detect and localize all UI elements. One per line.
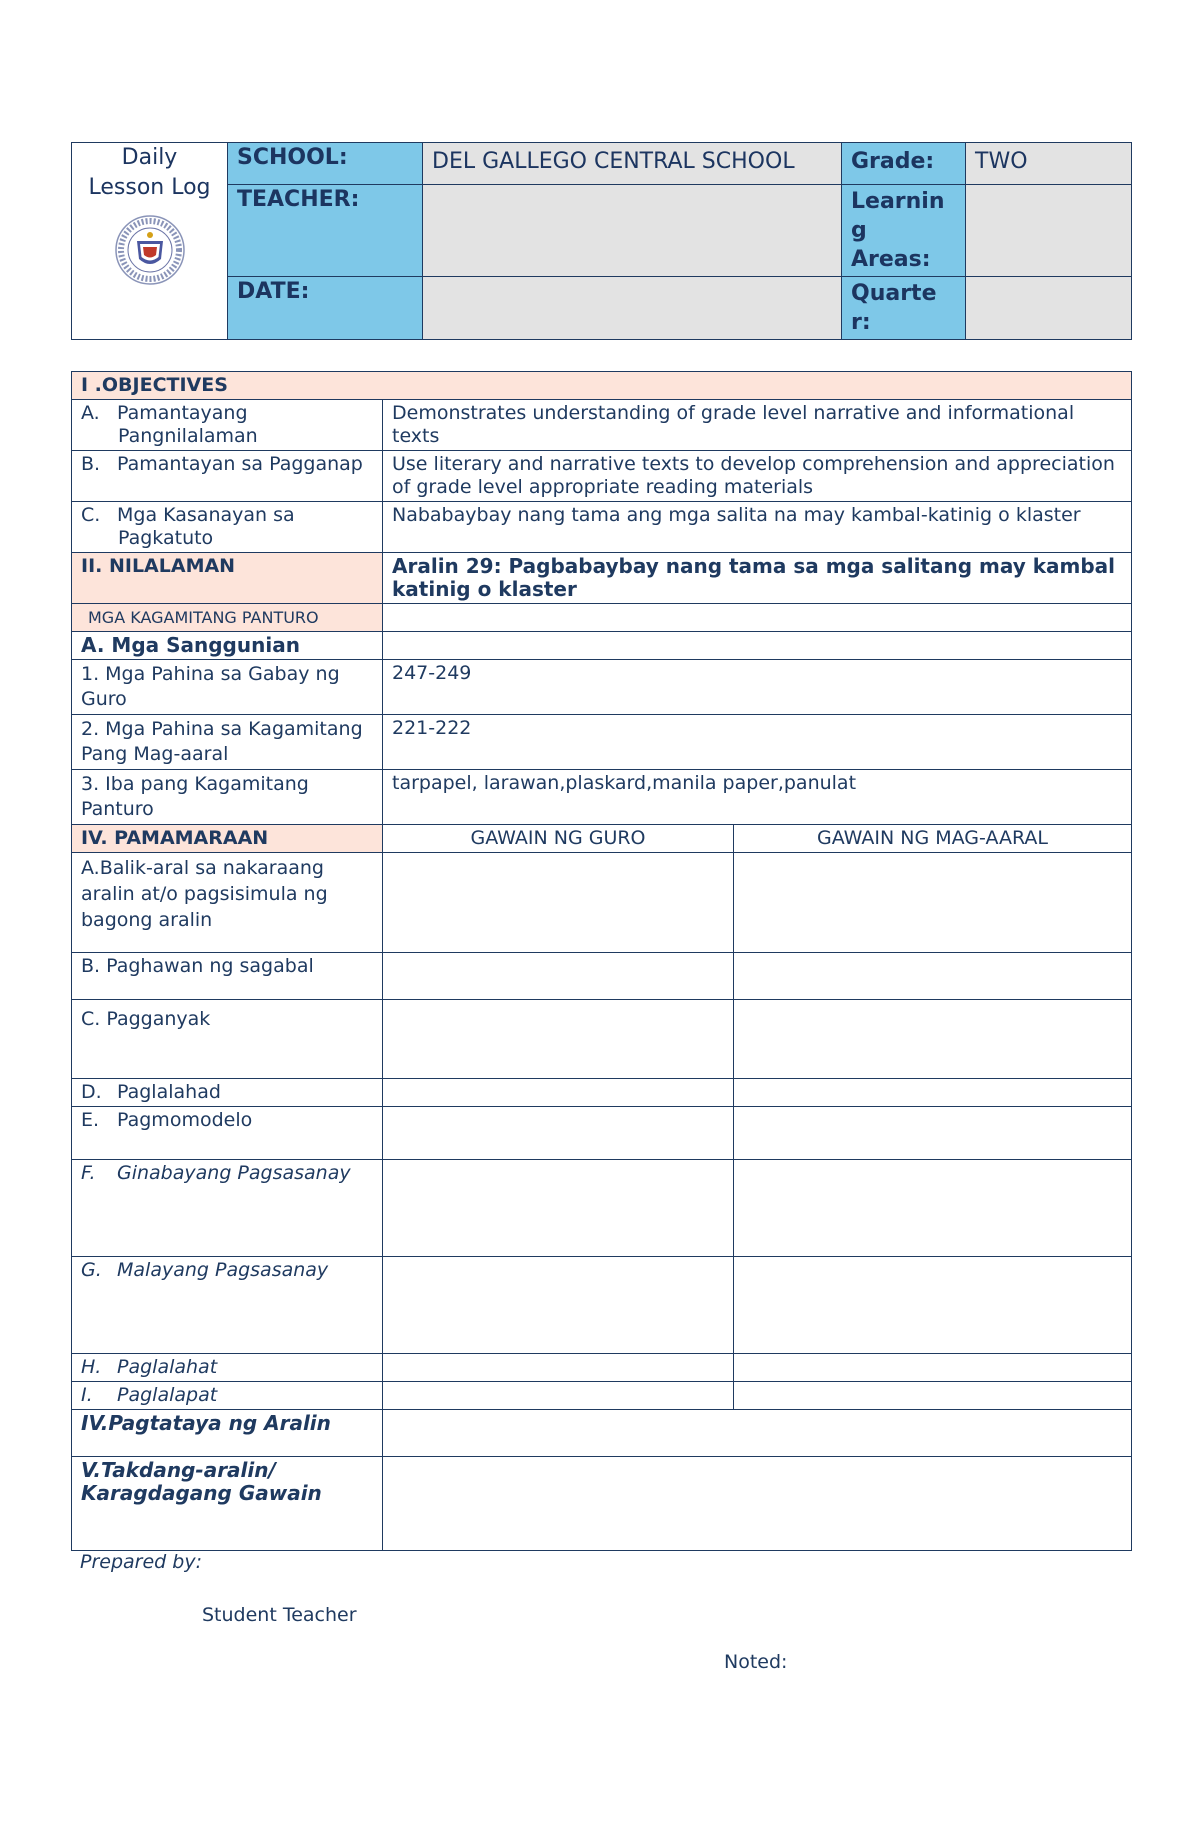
gawain-magaaral-cell[interactable] — [734, 853, 1132, 953]
pamamaraan-row — [72, 1000, 1132, 1079]
pamamaraan-row — [72, 953, 1132, 1000]
pamamaraan-row — [72, 853, 1132, 953]
quarter-label — [842, 277, 966, 340]
gawain-magaaral-header: GAWAIN NG MAG-AARAL — [734, 825, 1132, 853]
kagamitan-heading-row — [72, 604, 1132, 632]
takdang-aralin-row — [72, 1457, 1132, 1551]
objective-letter: C. — [81, 504, 101, 526]
gawain-guro-cell[interactable] — [383, 853, 734, 953]
pamamaraan-letter: H. — [81, 1356, 102, 1378]
sanggunian-row — [72, 632, 1132, 660]
learning-areas-label — [842, 185, 966, 277]
takdang-aralin-label: V.Takdang-aralin/ Karagdagang Gawain — [72, 1457, 383, 1551]
gawain-magaaral-cell[interactable] — [734, 1354, 1132, 1382]
objectives-heading-row — [72, 372, 1132, 400]
sanggunian-heading: A. Mga Sanggunian — [72, 632, 383, 660]
gawain-guro-cell[interactable] — [383, 1079, 734, 1107]
pamamaraan-label-text: Malayang Pagsasanay — [117, 1259, 329, 1281]
pagtataya-label: IV.Pagtataya ng Aralin — [72, 1410, 383, 1457]
date-label: DATE: — [228, 277, 423, 340]
gawain-magaaral-cell[interactable] — [734, 953, 1132, 1000]
pamamaraan-label-text: Pagmomodelo — [117, 1109, 253, 1131]
gawain-magaaral-cell[interactable] — [734, 1382, 1132, 1410]
kagamitan-value[interactable]: 247-249 — [383, 660, 1132, 715]
gawain-guro-cell[interactable] — [383, 1160, 734, 1257]
gawain-magaaral-cell[interactable] — [734, 1000, 1132, 1079]
pamamaraan-label — [72, 1257, 383, 1354]
learning-areas-label-line3: Areas: — [851, 247, 931, 272]
gawain-guro-cell[interactable] — [383, 953, 734, 1000]
pamamaraan-heading-row — [72, 825, 1132, 853]
objective-label-text: Pamantayang Pangnilalaman — [117, 402, 258, 447]
quarter-label-line1: Quarte — [851, 281, 937, 306]
objective-value[interactable]: Use literary and narrative texts to develop comprehension and appreciation of grade level appropriate reading materials — [383, 451, 1132, 502]
gawain-guro-cell[interactable] — [383, 1000, 734, 1079]
objectives-heading: I .OBJECTIVES — [72, 372, 1132, 400]
pamamaraan-label — [72, 1107, 383, 1160]
objective-letter: A. — [81, 402, 100, 424]
objectives-row — [72, 451, 1132, 502]
lesson-table — [71, 371, 1132, 1551]
quarter-label-line2: r: — [851, 310, 871, 335]
teacher-label: TEACHER: — [228, 185, 423, 277]
pamamaraan-label — [72, 1160, 383, 1257]
student-teacher-label: Student Teacher — [202, 1604, 357, 1626]
pamamaraan-label — [72, 1354, 383, 1382]
quarter-value[interactable] — [966, 277, 1132, 340]
takdang-aralin-value[interactable] — [383, 1457, 1132, 1551]
pamamaraan-letter: E. — [81, 1109, 100, 1131]
objective-letter: B. — [81, 453, 101, 475]
lesson-log-title: Lesson Log — [88, 175, 211, 200]
header-title-cell — [72, 143, 228, 340]
nilalaman-row — [72, 553, 1132, 604]
pamamaraan-letter: F. — [81, 1162, 96, 1184]
pagtataya-row — [72, 1410, 1132, 1457]
pamamaraan-row — [72, 1160, 1132, 1257]
kagamitan-row — [72, 660, 1132, 715]
pamamaraan-letter: D. — [81, 1081, 102, 1103]
kagamitan-heading: MGA KAGAMITANG PANTURO — [72, 604, 383, 632]
pamamaraan-row — [72, 1079, 1132, 1107]
school-label: SCHOOL: — [228, 143, 423, 185]
gawain-guro-cell[interactable] — [383, 1354, 734, 1382]
gawain-magaaral-cell[interactable] — [734, 1107, 1132, 1160]
kagamitan-value[interactable]: 221-222 — [383, 715, 1132, 770]
kagamitan-row — [72, 715, 1132, 770]
pamamaraan-row — [72, 1257, 1132, 1354]
gawain-magaaral-cell[interactable] — [734, 1257, 1132, 1354]
gawain-guro-cell[interactable] — [383, 1382, 734, 1410]
kagamitan-value[interactable]: tarpapel, larawan,plaskard,manila paper,panulat — [383, 770, 1132, 825]
pamamaraan-label-text: Paglalahad — [117, 1081, 221, 1103]
kagamitan-label: 2. Mga Pahina sa Kagamitang Pang Mag-aaral — [72, 715, 383, 770]
kagamitan-label: 3. Iba pang Kagamitang Panturo — [72, 770, 383, 825]
sanggunian-value[interactable] — [383, 632, 1132, 660]
pamamaraan-label — [72, 1079, 383, 1107]
pamamaraan-row — [72, 1107, 1132, 1160]
learning-areas-value[interactable] — [966, 185, 1132, 277]
pamamaraan-label: C. Pagganyak — [72, 1000, 383, 1079]
noted-label: Noted: — [724, 1651, 788, 1673]
pamamaraan-label-text: Ginabayang Pagsasanay — [117, 1162, 351, 1184]
pamamaraan-row — [72, 1354, 1132, 1382]
objectives-row — [72, 400, 1132, 451]
pagtataya-value[interactable] — [383, 1410, 1132, 1457]
learning-areas-label-line2: g — [851, 218, 867, 243]
school-value[interactable]: DEL GALLEGO CENTRAL SCHOOL — [423, 143, 842, 185]
learning-areas-label-line1: Learnin — [851, 189, 945, 214]
grade-label: Grade: — [842, 143, 966, 185]
pamamaraan-label — [72, 1382, 383, 1410]
objective-value[interactable]: Demonstrates understanding of grade level narrative and informational texts — [383, 400, 1132, 451]
gawain-guro-header: GAWAIN NG GURO — [383, 825, 734, 853]
prepared-by-label: Prepared by: — [80, 1551, 202, 1573]
objectives-row — [72, 502, 1132, 553]
nilalaman-value[interactable]: Aralin 29: Pagbabaybay nang tama sa mga salitang may kambal katinig o klaster — [383, 553, 1132, 604]
grade-value[interactable]: TWO — [966, 143, 1132, 185]
gawain-guro-cell[interactable] — [383, 1107, 734, 1160]
deped-seal-icon — [113, 213, 187, 287]
objective-label — [72, 502, 383, 553]
kagamitan-value[interactable] — [383, 604, 1132, 632]
date-value[interactable] — [423, 277, 842, 340]
objective-label — [72, 400, 383, 451]
kagamitan-row — [72, 770, 1132, 825]
teacher-value[interactable] — [423, 185, 842, 277]
pamamaraan-label-text: Paglalapat — [117, 1384, 218, 1406]
pamamaraan-label: B. Paghawan ng sagabal — [72, 953, 383, 1000]
pamamaraan-row — [72, 1382, 1132, 1410]
pamamaraan-label-text: Paglalahat — [117, 1356, 218, 1378]
objective-label — [72, 451, 383, 502]
gawain-guro-cell[interactable] — [383, 1257, 734, 1354]
gawain-magaaral-cell[interactable] — [734, 1079, 1132, 1107]
pamamaraan-letter: I. — [81, 1384, 93, 1406]
objective-value[interactable]: Nababaybay nang tama ang mga salita na may kambal-katinig o klaster — [383, 502, 1132, 553]
pamamaraan-heading: IV. PAMAMARAAN — [72, 825, 383, 853]
header-table — [71, 142, 1132, 340]
pamamaraan-letter: G. — [81, 1259, 102, 1281]
objective-label-text: Pamantayan sa Pagganap — [117, 453, 363, 475]
objective-label-text: Mga Kasanayan sa Pagkatuto — [117, 504, 295, 549]
gawain-magaaral-cell[interactable] — [734, 1160, 1132, 1257]
daily-title: Daily — [121, 145, 178, 170]
pamamaraan-label: A.Balik-aral sa nakaraang aralin at/o pagsisimula ng bagong aralin — [72, 853, 383, 953]
kagamitan-label: 1. Mga Pahina sa Gabay ng Guro — [72, 660, 383, 715]
nilalaman-heading: II. NILALAMAN — [72, 553, 383, 604]
